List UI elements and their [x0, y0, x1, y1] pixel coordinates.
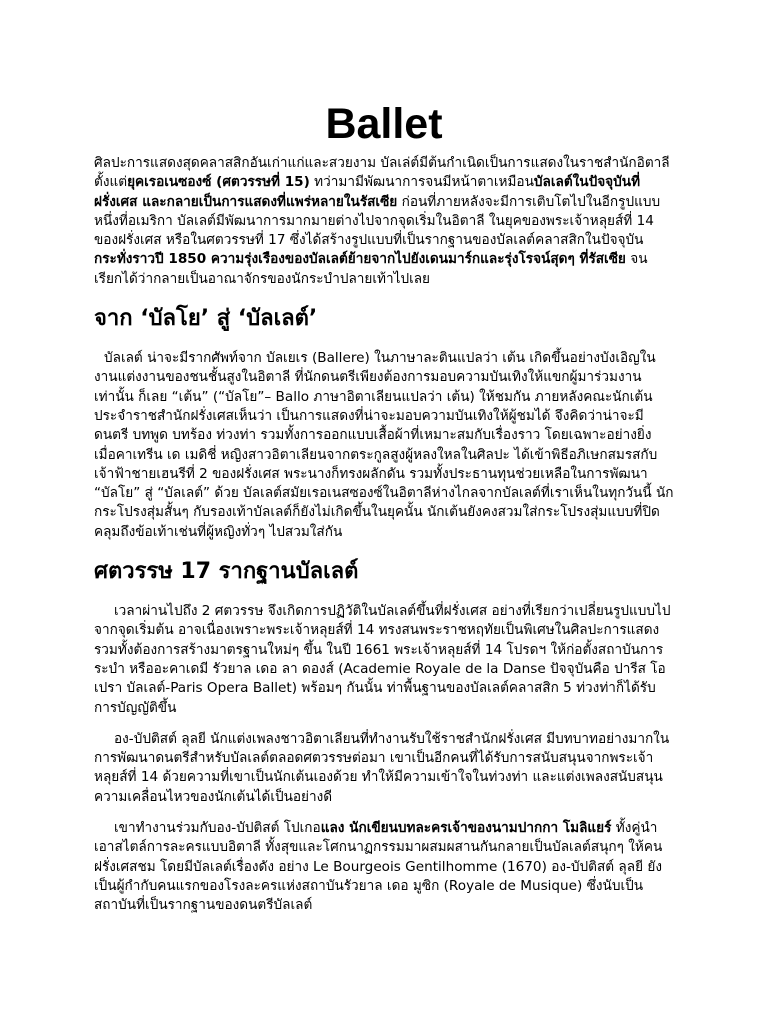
- page-title: Ballet: [325, 100, 443, 148]
- section-heading-ballo: จาก ‘บัลโย’ สู่ ‘บัลเลต์’: [94, 306, 318, 332]
- section2-paragraph-2: อง-บัปติสต์ ลุลยี นักแต่งเพลงชาวอิตาเลียนที่ทำงานรับใช้ราชสำนักฝรั่งเศส มีบทบาทอย่างมากในการพัฒนาดนตรีสำหรับบัลเลต์ตลอดศตวรรษต่อมา เขาเป็นอีกคนที่ได้รับการสนับสนุนจากพระเจ้าหลุยส์ที่ 14 ด้วยความที่เขาเป็นนักเต้นเองด้วย ทำให้มีความเข้าใจในท่วงท่า และแต่งเพลงสนับสนุนความเคลื่อนไหวของนักเต้นได้เป็นอย่างดี: [94, 730, 670, 805]
- section2-paragraph-1: เวลาผ่านไปถึง 2 ศตวรรษ จึงเกิดการปฏิวัติในบัลเลต์ขึ้นที่ฝรั่งเศส อย่างที่เรียกว่าเปลี่ยนรูปแบบไปจากจุดเริ่มต้น อาจเนื่องเพราะพระเจ้าหลุยส์ที่ 14 ทรงสนพระราชหฤทัยเป็นพิเศษในศิลปะการแสดง รวมทั้งต้องการสร้างมาตรฐานใหม่ๆ ขึ้น ในปี 1661 พระเจ้าหลุยส์ที่ 14 โปรดฯ ให้ก่อตั้งสถาบันการระบำ หรืออะคาเดมี รัวยาล เดอ ลา ดองส์ (Academie Royale de la Danse ปัจจุบันคือ ปารีส โอเปรา บัลเลต์-Paris Opera Ballet) พร้อมๆ กันนั้น ท่าพื้นฐานของบัลเลต์คลาสสิก 5 ท่วงท่าก็ได้รับการบัญญัติขึ้น: [94, 603, 671, 716]
- section2-p3-text-1: เขาทำงานร่วมกับอง-บัปติสต์ โปเกอ: [114, 820, 321, 837]
- document-page: [94, 100, 674, 916]
- section2-p3-bold-1: แลง นักเขียนบทละครเจ้าของนามปากกา โมลิแยร์: [320, 820, 612, 837]
- intro-text-1: ศิลปะการแสดงสุดคลาสสิกอันเก่าแก่และสวยงาม บัลเล่ต์มีต้นกำเนิดเป็นการแสดงในราชสำนักอิตาลีตั้งแต่: [94, 155, 670, 191]
- intro-text-4: จนเรียกได้ว่ากลายเป็นอาณาจักรของนักระบำปลายเท้าไปเลย: [94, 251, 648, 287]
- intro-bold-2: บัลเลต์ในปัจจุบันที่ฝรั่งเศส และกลายเป็นการแสดงที่แพร่หลายในรัสเซีย: [94, 174, 641, 210]
- intro-paragraph: [94, 154, 674, 289]
- intro-bold-3: กระทั่งราวปี 1850 ความรุ่งเรืองของบัลเลต์ย้ายจากไปยังเดนมาร์กและรุ่งโรจน์สุดๆ ที่รัสเซีย: [94, 251, 626, 268]
- section2-p3-text-2: ทั้งคู่นำเอาสไตล์การละครแบบอิตาลี ทั้งสุขและโศกนาฏกรรมมาผสมผสานกันกลายเป็นบัลเลต์สนุกๆ ให้คนฝรั่งเศสชม โดยมีบัลเลต์เรื่องดัง อย่าง Le Bourgeois Gentilhomme (1670) อง-บัปติสต์ ลุลยี ยังเป็นผู้กำกับคนแรกของโรงละครแห่งสถาบันรัวยาล เดอ มูซิก (Royale de Musique) ซึ่งนับเป็นสถาบันที่เป็นรากฐานของดนตรีบัลเลต์: [94, 820, 663, 914]
- intro-text-3: ก่อนที่ภายหลังจะมีการเติบโตไปในอีกรูปแบบหนึ่งที่อเมริกา บัลเลต์มีพัฒนาการมากมายต่างไปจากจุดเริ่มในอิตาลี ในยุคของพระเจ้าหลุยส์ที่ 14 ของฝรั่งเศส หรือในศตวรรษที่ 17 ซึ่งได้สร้างรูปแบบที่เป็นรากฐานของบัลเลต์คลาสสิกในปัจจุบัน: [94, 193, 661, 249]
- intro-bold-1: ยุคเรอเนซองซ์ (ศตวรรษที่ 15): [127, 174, 310, 191]
- section-heading-17th-century: ศตวรรษ 17 รากฐานบัลเลต์: [94, 559, 359, 585]
- section1-paragraph-1: บัลเลต์ น่าจะมีรากศัพท์จาก บัลเยเร (Ballere) ในภาษาละตินแปลว่า เต้น เกิดขึ้นอย่างบังเอิญในงานแต่งงานของชนชั้นสูงในอิตาลี ที่นักดนตรีเพียงต้องการมอบความบันเทิงให้แขกผู้มาร่วมงานเท่านั้น ก็เลย “เต้น” (“บัลโย”– Ballo ภาษาอิตาเลียนแปลว่า เต้น) ให้ชมกัน ภายหลังคณะนักเต้นประจำราชสำนักฝรั่งเศสเห็นว่า เป็นการแสดงที่น่าจะมอบความบันเทิงให้ผู้ชมได้ จึงคิดว่าน่าจะมีดนตรี บทพูด บทร้อง ท่วงท่า รวมทั้งการออกแบบเสื้อผ้าที่เหมาะสมกับเรื่องราว โดยเฉพาะอย่างยิ่ง เมื่อคาเทรีน เด เมดิชี่ หญิงสาวอิตาเลียนจากตระกูลสูงผู้หลงใหลในศิลปะ ได้เข้าพิธีอภิเษกสมรสกับเจ้าฟ้าชายเฮนรีที่ 2 ของฝรั่งเศส พระนางก็ทรงผลักดัน รวมทั้งประธานทุนช่วยเหลือในการพัฒนา “บัลโย” สู่ “บัลเลต์” ด้วย บัลเลต์สมัยเรอเนสซองซ์ในอิตาลีห่างไกลจากบัลเลต์ที่เราเห็นในทุกวันนี้ นัก กระโปรงสุ่มสั้นๆ กับรองเท้าบัลเลต์ก็ยังไม่เกิดขึ้นในยุคนั้น นักเต้นยังคงสวมใส่กระโปรงสุ่มแบบที่ปิดคลุมถึงข้อเท้าเช่นที่ผู้หญิงทั่วๆ ไปสวมใส่กัน: [94, 350, 674, 540]
- intro-text-2: ทว่ามามีพัฒนาการจนมีหน้าตาเหมือน: [309, 174, 534, 191]
- section2-paragraph-3: [94, 819, 674, 915]
